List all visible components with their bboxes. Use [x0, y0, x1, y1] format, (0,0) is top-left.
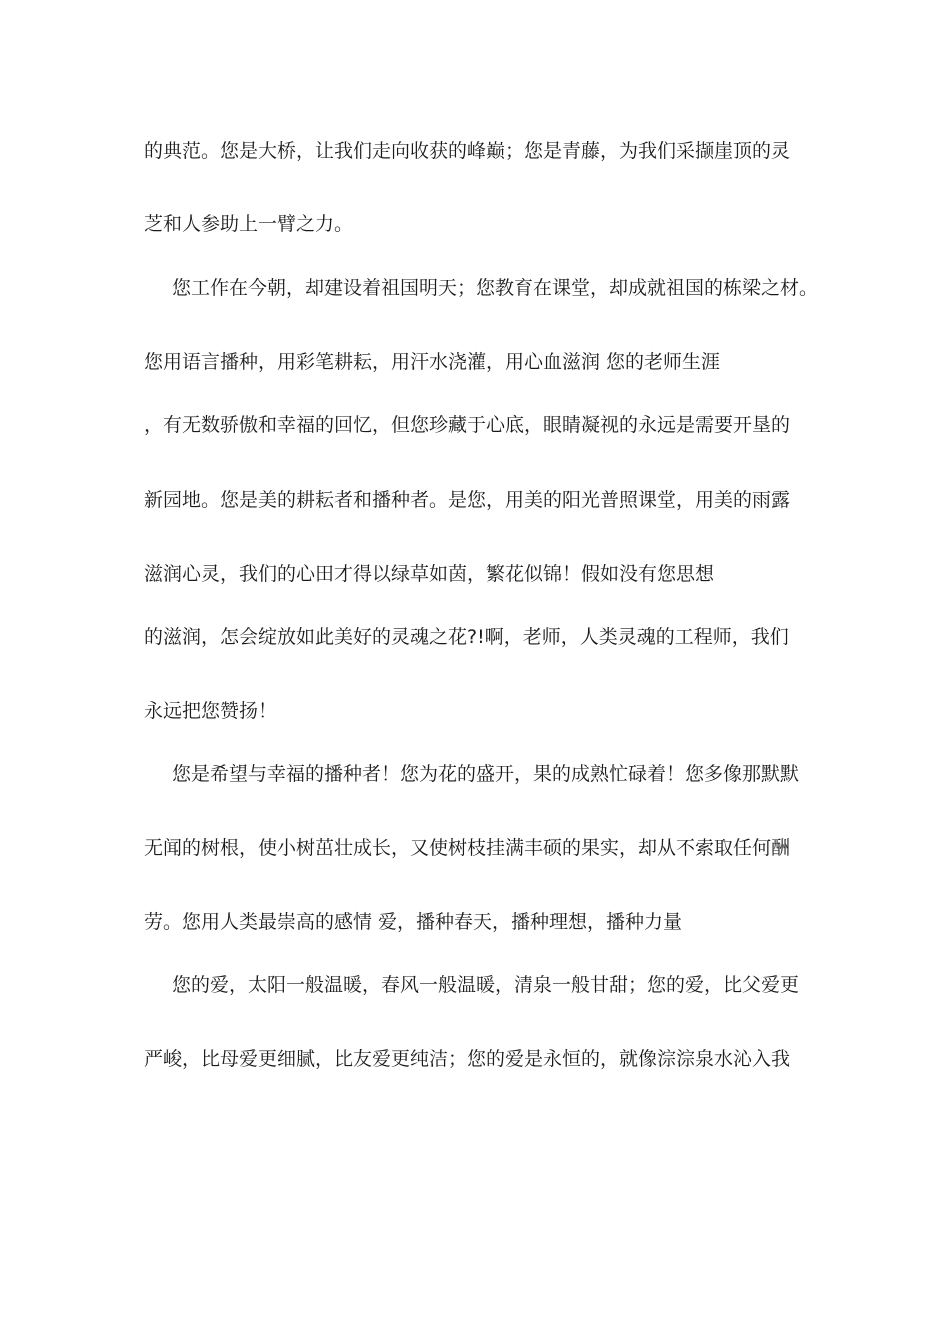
text-line: 您是希望与幸福的播种者！您为花的盛开，果的成熟忙碌着！您多像那默默 [172, 763, 800, 785]
text-line: 无闻的树根，使小树茁壮成长，又使树枝挂满丰硕的果实，却从不索取任何酬 [144, 837, 791, 859]
text-line: 的滋润，怎会绽放如此美好的灵魂之花?!啊，老师，人类灵魂的工程师，我们 [144, 626, 789, 648]
text-line: 您用语言播种，用彩笔耕耘，用汗水浇灌，用心血滋润 您的老师生涯 [144, 351, 721, 373]
text-line: 劳。您用人类最崇高的感情 爱，播种春天，播种理想，播种力量 [144, 911, 683, 933]
text-line: 滋润心灵，我们的心田才得以绿草如茵，繁花似锦！假如没有您思想 [144, 563, 715, 585]
text-line: 严峻，比母爱更细腻，比友爱更纯洁；您的爱是永恒的，就像淙淙泉水沁入我 [144, 1048, 791, 1070]
text-line: 新园地。您是美的耕耘者和播种者。是您，用美的阳光普照课堂，用美的雨露 [144, 489, 791, 511]
text-line: 的典范。您是大桥，让我们走向收获的峰巅；您是青藤，为我们采撷崖顶的灵 [144, 140, 791, 162]
text-line: 您工作在今朝，却建设着祖国明天；您教育在课堂，却成就祖国的栋梁之材。 [172, 277, 819, 299]
text-line: ，有无数骄傲和幸福的回忆，但您珍藏于心底，眼睛凝视的永远是需要开垦的 [144, 414, 791, 436]
text-line: 永远把您赞扬！ [144, 700, 278, 722]
text-line: 您的爱，太阳一般温暖，春风一般温暖，清泉一般甘甜；您的爱，比父爱更 [172, 974, 800, 996]
text-line: 芝和人参助上一臂之力。 [144, 213, 354, 235]
